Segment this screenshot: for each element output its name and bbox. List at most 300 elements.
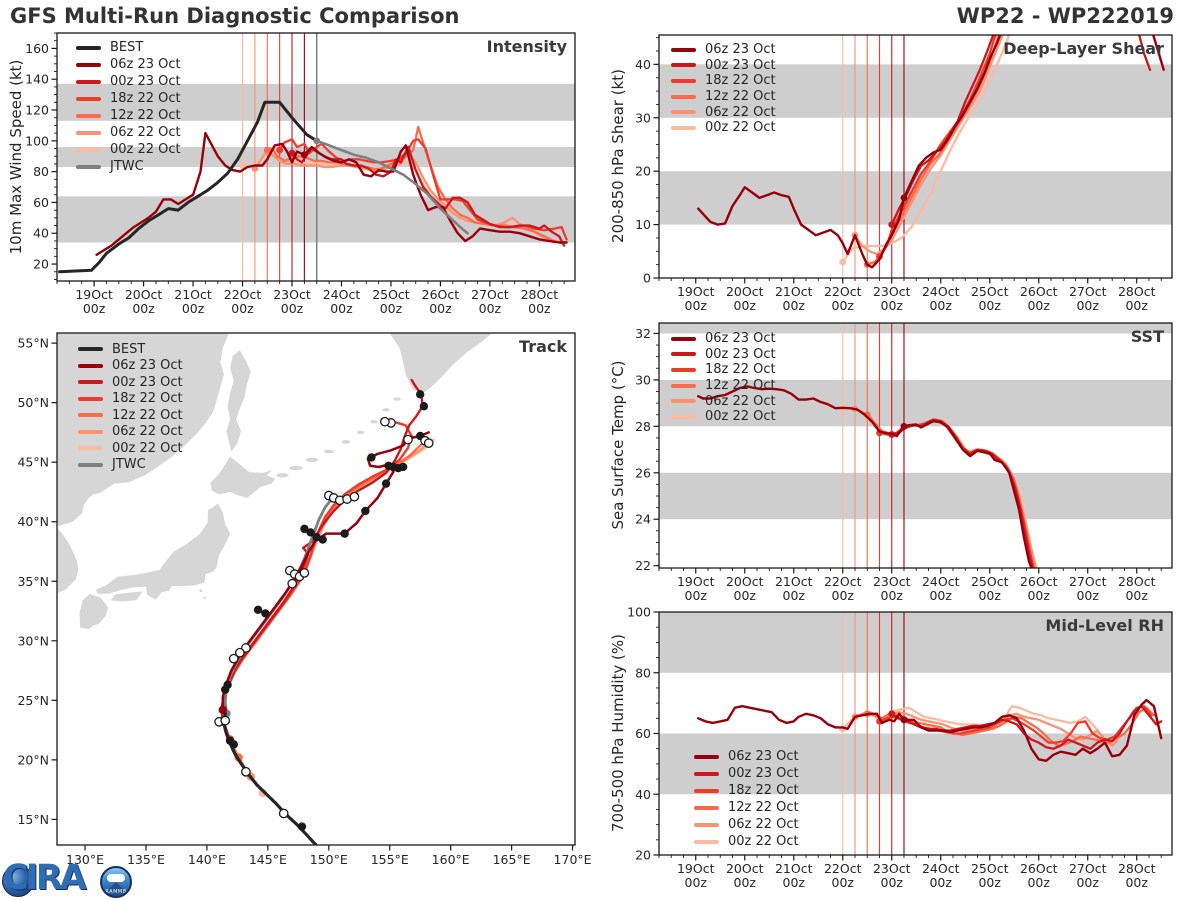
legend-line-swatch xyxy=(78,380,103,384)
rh-x-tick-label: 25Oct xyxy=(970,861,1009,876)
sst-x-tick-sublabel: 00z xyxy=(880,588,903,603)
intensity-legend-item-r00z23 xyxy=(76,73,181,90)
track-fix-dot xyxy=(361,507,369,515)
legend-line-swatch xyxy=(76,114,101,118)
legend-line-swatch xyxy=(671,95,696,99)
legend-line-swatch xyxy=(671,63,696,67)
shear-x-tick-sublabel: 00z xyxy=(733,298,756,313)
track-lon-tick-label: 155°E xyxy=(370,852,409,867)
legend-line-swatch xyxy=(694,772,719,776)
intensity-y-tick-label: 80 xyxy=(33,164,49,180)
island xyxy=(289,466,302,470)
shear-x-tick-sublabel: 00z xyxy=(1125,298,1148,313)
track-lat-tick-label: 20°N xyxy=(17,752,49,768)
shear-legend-item-r18z22 xyxy=(671,73,776,89)
rh-legend-item-r06z22 xyxy=(694,816,799,833)
legend-line-swatch xyxy=(78,364,103,368)
track-fix-open-dot xyxy=(381,418,389,426)
track-fix-dot xyxy=(399,463,407,471)
rh-legend xyxy=(694,748,799,850)
legend-item-label: 00z 23 Oct xyxy=(110,74,181,89)
track-legend-item-best xyxy=(78,341,183,358)
intensity-x-tick-label: 25Oct xyxy=(372,287,410,302)
intensity-x-tick-sublabel: 00z xyxy=(379,301,403,316)
legend-line-swatch xyxy=(671,399,696,403)
island xyxy=(342,440,351,444)
rh-x-tick-sublabel: 00z xyxy=(782,875,805,890)
shear-x-tick-label: 24Oct xyxy=(921,284,960,299)
legend-line-swatch xyxy=(78,446,103,450)
intensity-legend-item-r00z22 xyxy=(76,141,181,158)
track-fix-dot xyxy=(226,737,234,745)
landmass xyxy=(390,333,492,392)
island xyxy=(393,397,400,400)
track-fix-open-dot xyxy=(230,654,238,662)
sst-x-tick-label: 20Oct xyxy=(725,574,764,589)
shear-x-tick-sublabel: 00z xyxy=(684,298,707,313)
track-lat-tick-label: 50°N xyxy=(17,395,49,411)
island xyxy=(203,597,205,599)
sst-x-tick-label: 28Oct xyxy=(1117,574,1156,589)
rh-x-tick-sublabel: 00z xyxy=(880,875,903,890)
legend-line-swatch xyxy=(671,384,696,388)
intensity-x-tick-label: 19Oct xyxy=(75,287,113,302)
intensity-y-tick-label: 100 xyxy=(25,133,49,149)
track-legend-item-r06z22 xyxy=(78,424,183,441)
sst-x-tick-label: 23Oct xyxy=(872,574,911,589)
legend-line-swatch xyxy=(671,368,696,372)
shear-y-tick-label: 0 xyxy=(643,270,651,286)
rh-x-tick-label: 23Oct xyxy=(872,861,911,876)
rh-x-tick-sublabel: 00z xyxy=(929,875,952,890)
intensity-x-tick-label: 27Oct xyxy=(471,287,509,302)
track-legend xyxy=(78,341,183,473)
legend-line-swatch xyxy=(76,131,101,135)
intensity-x-tick-label: 21Oct xyxy=(174,287,212,302)
legend-item-label: 00z 22 Oct xyxy=(728,834,799,849)
intensity-x-tick-label: 20Oct xyxy=(124,287,163,302)
legend-line-swatch xyxy=(76,165,101,169)
legend-line-swatch xyxy=(671,126,696,130)
track-lon-tick-label: 150°E xyxy=(309,852,348,867)
legend-line-swatch xyxy=(671,352,696,356)
rh-x-tick-label: 24Oct xyxy=(921,861,960,876)
track-panel-title: Track xyxy=(519,337,567,356)
rh-x-tick-sublabel: 00z xyxy=(733,875,756,890)
legend-item-label: 12z 22 Oct xyxy=(705,89,776,105)
legend-item-label: 00z 23 Oct xyxy=(705,57,776,73)
track-fix-open-dot xyxy=(221,716,229,724)
track-legend-item-r00z22 xyxy=(78,440,183,457)
legend-line-swatch xyxy=(78,413,103,417)
legend-item-label: 12z 22 Oct xyxy=(705,378,776,394)
sst-x-tick-label: 27Oct xyxy=(1068,574,1107,589)
sst-x-tick-sublabel: 00z xyxy=(1027,588,1050,603)
intensity-x-tick-label: 22Oct xyxy=(223,287,262,302)
legend-item-label: 18z 22 Oct xyxy=(112,391,183,407)
sst-legend xyxy=(671,331,776,425)
intensity-x-tick-sublabel: 00z xyxy=(280,301,304,316)
track-lat-tick-label: 55°N xyxy=(17,335,49,351)
rh-x-tick-sublabel: 00z xyxy=(831,875,854,890)
legend-item-label: 00z 22 Oct xyxy=(112,440,183,456)
rh-y-tick-label: 20 xyxy=(635,847,651,863)
track-legend-item-r06z23 xyxy=(78,358,183,375)
shear-x-tick-sublabel: 00z xyxy=(831,298,854,313)
legend-item-label: 12z 22 Oct xyxy=(112,407,183,423)
legend-line-swatch xyxy=(78,430,103,434)
intensity-x-tick-label: 28Oct xyxy=(520,287,559,302)
sst-y-tick-label: 28 xyxy=(635,418,651,434)
intensity-legend-item-best xyxy=(76,39,181,56)
track-lat-tick-label: 45°N xyxy=(17,454,49,470)
island xyxy=(276,473,288,477)
intensity-band xyxy=(57,196,575,242)
legend-item-label: 00z 23 Oct xyxy=(728,766,799,781)
track-fix-open-dot xyxy=(288,579,296,587)
island xyxy=(199,589,202,592)
track-fix-dot xyxy=(340,529,348,537)
intensity-y-tick-label: 60 xyxy=(33,194,49,210)
shear-y-tick-label: 20 xyxy=(635,163,651,179)
legend-item-label: 06z 23 Oct xyxy=(112,358,183,374)
legend-line-swatch xyxy=(78,397,103,401)
shear-x-tick-label: 23Oct xyxy=(872,284,911,299)
intensity-x-tick-sublabel: 00z xyxy=(132,301,155,316)
legend-line-swatch xyxy=(78,347,103,351)
shear-y-tick-label: 30 xyxy=(635,110,651,126)
rh-x-tick-sublabel: 00z xyxy=(1125,875,1148,890)
rh-legend-item-r00z23 xyxy=(694,765,799,782)
rh-x-tick-label: 22Oct xyxy=(823,861,862,876)
shear-x-tick-sublabel: 00z xyxy=(782,298,805,313)
legend-line-swatch xyxy=(694,789,719,793)
legend-item-label: 18z 22 Oct xyxy=(705,362,776,378)
intensity-init-dot-r06z23 xyxy=(301,151,308,158)
track-lon-tick-label: 160°E xyxy=(431,852,470,867)
shear-x-tick-label: 20Oct xyxy=(725,284,764,299)
sst-x-tick-label: 26Oct xyxy=(1019,574,1058,589)
landmass xyxy=(96,503,230,599)
sst-x-tick-label: 24Oct xyxy=(921,574,960,589)
sst-x-tick-label: 25Oct xyxy=(970,574,1009,589)
legend-line-swatch xyxy=(76,80,101,84)
shear-legend xyxy=(671,42,776,136)
shear-x-tick-label: 27Oct xyxy=(1068,284,1107,299)
shear-x-tick-sublabel: 00z xyxy=(929,298,952,313)
legend-item-label: 00z 22 Oct xyxy=(705,120,776,136)
legend-line-swatch xyxy=(694,806,719,810)
shear-y-axis-label: 200-850 hPa Shear (kt) xyxy=(609,69,627,243)
intensity-panel-title: Intensity xyxy=(486,37,567,56)
legend-line-swatch xyxy=(671,79,696,83)
landmass xyxy=(226,350,250,451)
sst-x-tick-sublabel: 00z xyxy=(1076,588,1099,603)
rh-legend-item-r06z23 xyxy=(694,748,799,765)
intensity-x-tick-sublabel: 00z xyxy=(478,301,502,316)
shear-init-dot-r00z23 xyxy=(888,221,895,228)
sst-legend-item-r18z22 xyxy=(671,362,776,378)
intensity-legend-item-r06z22 xyxy=(76,124,181,141)
legend-line-swatch xyxy=(76,63,101,67)
island xyxy=(357,431,364,434)
sst-x-tick-sublabel: 00z xyxy=(782,588,805,603)
intensity-y-axis-label: 10m Max Wind Speed (kt) xyxy=(7,59,25,255)
shear-legend-item-r06z22 xyxy=(671,104,776,120)
intensity-x-tick-sublabel: 00z xyxy=(528,301,551,316)
intensity-legend-item-r12z22 xyxy=(76,107,181,124)
track-r00z23 xyxy=(222,380,423,722)
track-lat-tick-label: 25°N xyxy=(17,692,49,708)
rh-x-tick-sublabel: 00z xyxy=(978,875,1001,890)
rh-x-tick-sublabel: 00z xyxy=(684,875,707,890)
sst-legend-item-r12z22 xyxy=(671,378,776,394)
legend-line-swatch xyxy=(671,337,696,341)
track-fix-dot xyxy=(261,609,269,617)
sst-x-tick-sublabel: 00z xyxy=(733,588,756,603)
sst-y-tick-label: 32 xyxy=(635,325,651,341)
intensity-init-dot-r18z22 xyxy=(276,147,283,154)
rh-y-tick-label: 40 xyxy=(635,786,651,802)
legend-item-label: 00z 22 Oct xyxy=(110,142,181,157)
sst-x-tick-sublabel: 00z xyxy=(978,588,1001,603)
legend-line-swatch xyxy=(76,148,101,152)
landmass xyxy=(211,456,276,498)
shear-x-tick-sublabel: 00z xyxy=(978,298,1001,313)
track-fix-dot xyxy=(420,402,428,410)
sst-legend-item-r06z23 xyxy=(671,331,776,347)
track-fix-dot xyxy=(298,822,306,830)
rammb-badge-icon xyxy=(100,866,132,898)
rh-legend-item-r00z22 xyxy=(694,833,799,850)
shear-panel-title: Deep-Layer Shear xyxy=(1003,39,1164,58)
legend-line-swatch xyxy=(694,840,719,844)
shear-legend-item-r12z22 xyxy=(671,89,776,105)
legend-line-swatch xyxy=(694,755,719,759)
track-lon-tick-label: 140°E xyxy=(187,852,226,867)
intensity-x-tick-sublabel: 00z xyxy=(330,301,353,316)
intensity-x-tick-sublabel: 00z xyxy=(429,301,452,316)
sst-x-tick-sublabel: 00z xyxy=(1125,588,1148,603)
rh-y-tick-label: 60 xyxy=(635,726,651,741)
track-fix-dot xyxy=(319,535,327,543)
shear-x-tick-label: 21Oct xyxy=(774,284,813,299)
landmass xyxy=(80,594,109,629)
shear-y-tick-label: 10 xyxy=(635,217,651,233)
shear-x-tick-sublabel: 00z xyxy=(1027,298,1050,313)
legend-line-swatch xyxy=(76,97,101,101)
track-lon-tick-label: 170°E xyxy=(553,852,592,867)
track-lat-tick-label: 35°N xyxy=(17,573,49,589)
rh-init-dot-r06z23 xyxy=(901,716,908,723)
intensity-y-tick-label: 160 xyxy=(25,40,49,56)
track-fix-dot xyxy=(367,453,375,461)
legend-item-label: 06z 22 Oct xyxy=(112,424,183,440)
sst-x-tick-sublabel: 00z xyxy=(831,588,854,603)
legend-item-label: 06z 22 Oct xyxy=(728,817,799,832)
legend-line-swatch xyxy=(76,46,101,50)
rammb-cloud-icon xyxy=(107,874,125,882)
shear-legend-item-r00z22 xyxy=(671,120,776,136)
rh-x-tick-label: 26Oct xyxy=(1019,861,1058,876)
legend-item-label: 06z 23 Oct xyxy=(110,57,181,72)
shear-y-tick-label: 40 xyxy=(635,56,651,72)
track-fix-dot xyxy=(416,390,424,398)
intensity-legend-item-r06z23 xyxy=(76,56,181,73)
legend-item-label: 00z 23 Oct xyxy=(112,374,183,390)
legend-item-label: 06z 22 Oct xyxy=(110,125,181,140)
sst-y-tick-label: 24 xyxy=(635,511,651,527)
rh-x-tick-label: 21Oct xyxy=(774,861,813,876)
intensity-y-tick-label: 20 xyxy=(33,256,49,272)
island xyxy=(306,458,318,462)
track-fix-dot xyxy=(382,479,390,487)
track-r18z22 xyxy=(223,422,412,740)
intensity-y-tick-label: 40 xyxy=(33,225,49,241)
legend-item-label: BEST xyxy=(112,341,146,357)
legend-item-label: 06z 22 Oct xyxy=(705,104,776,120)
track-lat-tick-label: 30°N xyxy=(17,633,49,649)
sst-y-tick-label: 26 xyxy=(635,465,651,481)
rh-legend-item-r12z22 xyxy=(694,799,799,816)
legend-line-swatch xyxy=(694,823,719,827)
intensity-legend-item-r18z22 xyxy=(76,90,181,107)
intensity-x-tick-sublabel: 00z xyxy=(181,301,205,316)
rh-legend-item-r18z22 xyxy=(694,782,799,799)
track-fix-dot xyxy=(223,681,231,689)
legend-item-label: JTWC xyxy=(112,457,146,473)
rh-y-tick-label: 80 xyxy=(635,665,651,681)
intensity-x-tick-sublabel: 00z xyxy=(231,301,254,316)
island xyxy=(382,408,389,411)
rammb-badge-label: RAMMB xyxy=(105,889,127,895)
legend-item-label: 06z 22 Oct xyxy=(705,393,776,409)
main-title: GFS Multi-Run Diagnostic Comparison xyxy=(10,4,460,28)
sst-y-tick-label: 22 xyxy=(635,558,651,574)
track-lon-tick-label: 145°E xyxy=(248,852,287,867)
sst-y-axis-label: Sea Surface Temp (°C) xyxy=(609,360,627,530)
intensity-x-tick-label: 24Oct xyxy=(322,287,361,302)
shear-band xyxy=(659,171,1172,224)
shear-x-tick-sublabel: 00z xyxy=(1076,298,1099,313)
sst-x-tick-sublabel: 00z xyxy=(929,588,952,603)
shear-x-tick-sublabel: 00z xyxy=(880,298,903,313)
shear-x-tick-label: 25Oct xyxy=(970,284,1009,299)
track-lon-tick-label: 135°E xyxy=(126,852,165,867)
rh-x-tick-sublabel: 00z xyxy=(1076,875,1099,890)
shear-legend-item-r06z23 xyxy=(671,42,776,58)
track-lon-tick-label: 165°E xyxy=(492,852,531,867)
track-jtwc xyxy=(225,498,332,714)
sst-band xyxy=(659,473,1172,519)
legend-item-label: 06z 23 Oct xyxy=(705,42,776,58)
legend-item-label: 12z 22 Oct xyxy=(110,108,181,123)
intensity-x-tick-label: 23Oct xyxy=(273,287,311,302)
track-fix-open-dot xyxy=(280,809,288,817)
track-fix-open-dot xyxy=(350,493,358,501)
sst-y-tick-label: 30 xyxy=(635,372,651,388)
track-fix-dot xyxy=(254,606,262,614)
legend-item-label: JTWC xyxy=(110,159,144,174)
sst-init-dot-r06z23 xyxy=(901,423,908,430)
track-lat-tick-label: 15°N xyxy=(17,811,49,827)
sst-legend-item-r00z23 xyxy=(671,347,776,363)
sst-legend-item-r06z22 xyxy=(671,393,776,409)
intensity-legend-item-jtwc xyxy=(76,158,181,175)
legend-item-label: 18z 22 Oct xyxy=(705,73,776,89)
track-legend-item-r00z23 xyxy=(78,374,183,391)
track-fix-open-dot xyxy=(300,569,308,577)
rh-y-axis-label: 700-500 hPa Humidity (%) xyxy=(609,633,627,833)
legend-line-swatch xyxy=(671,110,696,114)
rh-x-tick-label: 20Oct xyxy=(725,861,764,876)
legend-line-swatch xyxy=(671,415,696,419)
sst-x-tick-label: 19Oct xyxy=(676,574,715,589)
track-legend-item-jtwc xyxy=(78,457,183,474)
sst-x-tick-sublabel: 00z xyxy=(684,588,707,603)
rh-x-tick-label: 27Oct xyxy=(1068,861,1107,876)
intensity-x-tick-label: 26Oct xyxy=(421,287,460,302)
shear-init-dot-r00z22 xyxy=(839,259,846,266)
rh-x-tick-label: 19Oct xyxy=(676,861,715,876)
legend-item-label: 18z 22 Oct xyxy=(728,783,799,798)
legend-item-label: 00z 23 Oct xyxy=(705,346,776,362)
legend-item-label: 12z 22 Oct xyxy=(728,800,799,815)
shear-init-dot-r06z23 xyxy=(901,194,908,201)
legend-item-label: BEST xyxy=(110,40,144,55)
shear-legend-item-r00z23 xyxy=(671,58,776,74)
storm-id-title: WP22 - WP222019 xyxy=(956,4,1174,28)
track-fix-open-dot xyxy=(404,435,412,443)
track-legend-item-r12z22 xyxy=(78,407,183,424)
sst-x-tick-label: 21Oct xyxy=(774,574,813,589)
track-legend-item-r18z22 xyxy=(78,391,183,408)
cira-rammb-logo xyxy=(2,858,152,900)
rh-init-dot-r00z23 xyxy=(888,710,895,717)
rh-x-tick-label: 28Oct xyxy=(1117,861,1156,876)
legend-line-swatch xyxy=(78,463,103,467)
sst-legend-item-r00z22 xyxy=(671,409,776,425)
rh-y-tick-label: 100 xyxy=(627,604,651,620)
legend-item-label: 06z 23 Oct xyxy=(705,331,776,347)
shear-x-tick-label: 19Oct xyxy=(676,284,715,299)
intensity-legend xyxy=(76,39,181,175)
track-lon-tick-label: 130°E xyxy=(66,852,105,867)
intensity-init-dot-jtwc xyxy=(313,137,320,144)
cira-logo-text: CIRA xyxy=(3,858,84,898)
sst-panel-title: SST xyxy=(1130,327,1164,346)
track-fix-open-dot xyxy=(425,439,433,447)
legend-item-label: 00z 22 Oct xyxy=(705,409,776,425)
intensity-x-tick-sublabel: 00z xyxy=(82,301,106,316)
shear-x-tick-label: 28Oct xyxy=(1117,284,1156,299)
shear-x-tick-label: 22Oct xyxy=(823,284,862,299)
intensity-y-tick-label: 120 xyxy=(25,102,49,118)
track-lat-tick-label: 40°N xyxy=(17,514,49,530)
landmass xyxy=(111,591,143,601)
track-fix-open-dot xyxy=(242,768,250,776)
sst-x-tick-label: 22Oct xyxy=(823,574,862,589)
legend-item-label: 18z 22 Oct xyxy=(110,91,181,106)
legend-item-label: 06z 23 Oct xyxy=(728,749,799,764)
intensity-y-tick-label: 140 xyxy=(25,71,49,87)
island xyxy=(370,420,377,423)
island xyxy=(324,450,334,454)
shear-x-tick-label: 26Oct xyxy=(1019,284,1058,299)
rh-panel-title: Mid-Level RH xyxy=(1045,616,1164,635)
legend-line-swatch xyxy=(671,48,696,52)
rh-x-tick-sublabel: 00z xyxy=(1027,875,1050,890)
